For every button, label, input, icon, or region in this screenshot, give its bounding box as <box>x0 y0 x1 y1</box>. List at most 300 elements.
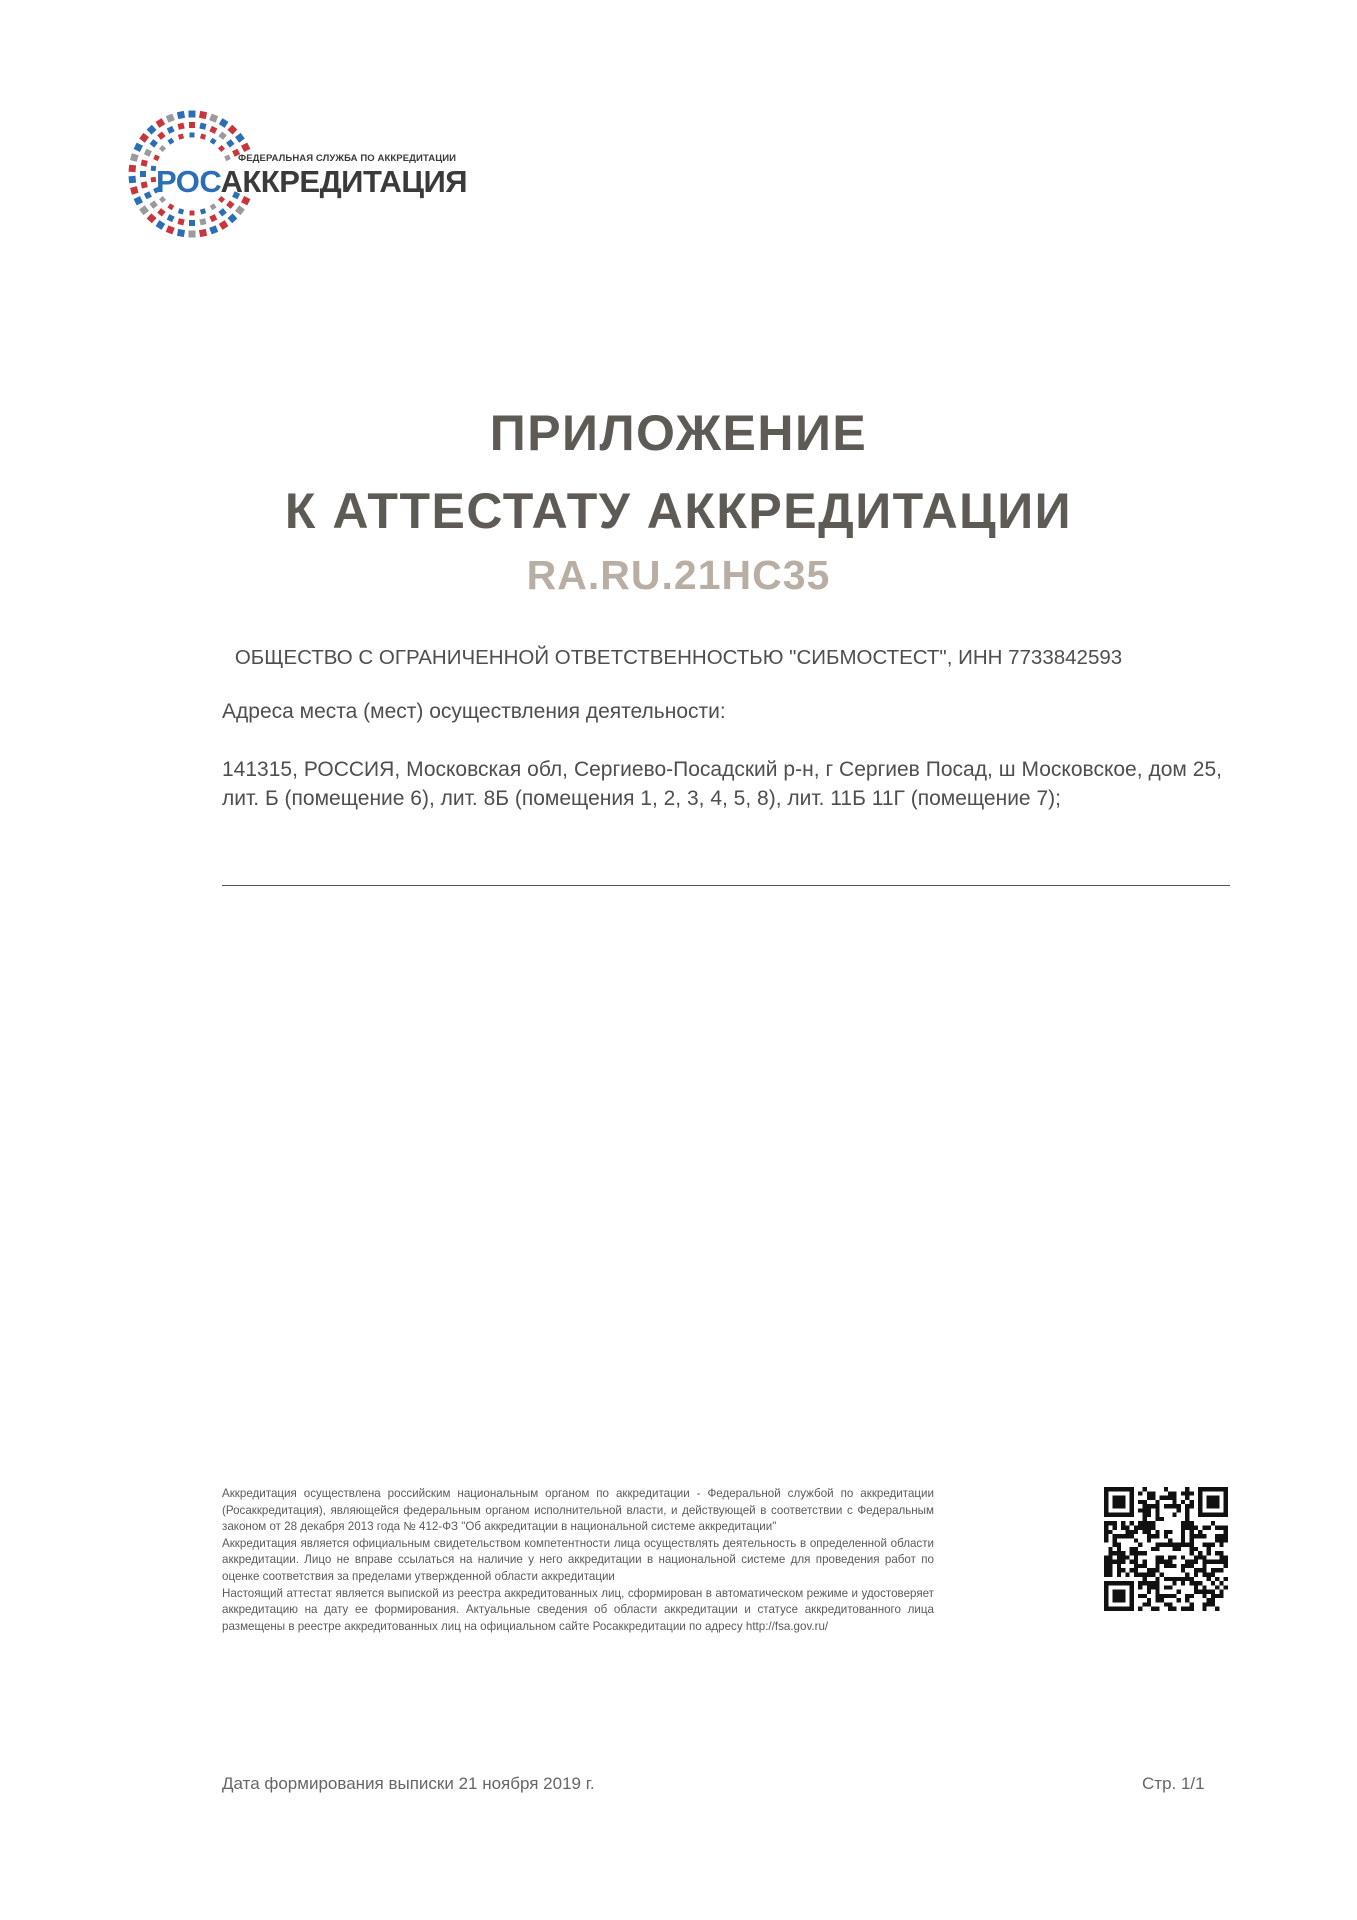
qr-module <box>1181 1500 1185 1504</box>
qr-module <box>1198 1551 1202 1555</box>
qr-module <box>1207 1525 1211 1529</box>
qr-module <box>1185 1525 1189 1529</box>
qr-module <box>1172 1607 1176 1611</box>
qr-module <box>1185 1521 1189 1525</box>
qr-module <box>1181 1534 1185 1538</box>
qr-module <box>1108 1564 1112 1568</box>
qr-module <box>1185 1491 1189 1495</box>
qr-module <box>1172 1564 1176 1568</box>
qr-module <box>1219 1590 1223 1594</box>
qr-module <box>1147 1534 1151 1538</box>
qr-module <box>1168 1530 1172 1534</box>
qr-module <box>1185 1508 1189 1512</box>
qr-module <box>1142 1577 1146 1581</box>
qr-module <box>1190 1594 1194 1598</box>
qr-module <box>1134 1525 1138 1529</box>
qr-module <box>1151 1547 1155 1551</box>
qr-module <box>1219 1534 1223 1538</box>
qr-module <box>1117 1555 1121 1559</box>
qr-module <box>1215 1534 1219 1538</box>
qr-module <box>1190 1543 1194 1547</box>
qr-module <box>1177 1508 1181 1512</box>
qr-module <box>1194 1573 1198 1577</box>
logo-ring-square <box>190 211 195 216</box>
qr-module <box>1155 1560 1159 1564</box>
qr-module <box>1151 1504 1155 1508</box>
qr-module <box>1113 1525 1117 1529</box>
qr-module <box>1215 1577 1219 1581</box>
qr-module <box>1147 1573 1151 1577</box>
qr-module <box>1155 1594 1159 1598</box>
qr-module <box>1151 1581 1155 1585</box>
qr-module <box>1185 1598 1189 1602</box>
qr-module <box>1202 1555 1206 1559</box>
qr-module <box>1198 1581 1202 1585</box>
qr-module <box>1181 1581 1185 1585</box>
qr-module <box>1172 1500 1176 1504</box>
qr-module <box>1104 1538 1108 1542</box>
qr-module <box>1185 1564 1189 1568</box>
qr-module <box>1190 1564 1194 1568</box>
qr-module <box>1142 1508 1146 1512</box>
qr-module <box>1104 1534 1108 1538</box>
logo-ring-square <box>147 125 157 135</box>
logo-ring-square <box>156 220 166 230</box>
qr-module <box>1117 1547 1121 1551</box>
address-label: Адреса места (мест) осуществления деятельности: <box>222 700 726 723</box>
logo-ring-square <box>128 165 136 173</box>
qr-module <box>1207 1602 1211 1606</box>
qr-code-icon[interactable] <box>1104 1487 1228 1611</box>
qr-module <box>1113 1590 1126 1603</box>
qr-module <box>1151 1521 1155 1525</box>
qr-module <box>1155 1500 1159 1504</box>
qr-module <box>1211 1581 1215 1585</box>
qr-module <box>1142 1525 1146 1529</box>
logo-ring-square <box>167 126 175 134</box>
qr-module <box>1151 1568 1155 1572</box>
qr-module <box>1185 1543 1189 1547</box>
qr-module <box>1130 1568 1134 1572</box>
qr-module <box>1168 1585 1172 1589</box>
rosaccreditation-logo <box>126 108 468 240</box>
certificate-number: RA.RU.21НС35 <box>526 552 831 598</box>
qr-module <box>1151 1491 1155 1495</box>
qr-module <box>1160 1573 1164 1577</box>
qr-module <box>1142 1513 1146 1517</box>
logo-ring-square <box>209 225 218 234</box>
qr-module <box>1104 1560 1108 1564</box>
logo-ring-square <box>178 218 185 225</box>
qr-module <box>1181 1607 1185 1611</box>
legal-paragraph-1: Аккредитация осуществлена российским национальным органом по аккредитации - Федеральной службой по аккредитации (Росаккредитация), являющейся федеральным органом исполнительной власти, и действующей в соответствии с Федеральным законом от 28 декабря 2013 года № 412-ФЗ "Об аккредитации в национальной системе аккредитации" <box>222 1487 934 1534</box>
qr-module <box>1155 1607 1159 1611</box>
qr-module <box>1181 1491 1185 1495</box>
qr-module <box>1138 1564 1142 1568</box>
qr-module <box>1121 1568 1125 1572</box>
qr-module <box>1202 1585 1206 1589</box>
qr-module <box>1181 1543 1185 1547</box>
qr-module <box>1181 1564 1185 1568</box>
qr-module <box>1142 1487 1146 1491</box>
qr-module <box>1168 1543 1172 1547</box>
qr-module <box>1147 1538 1151 1542</box>
qr-module <box>1215 1538 1219 1542</box>
qr-module <box>1138 1551 1142 1555</box>
qr-module <box>1181 1538 1185 1542</box>
qr-module <box>1207 1547 1211 1551</box>
qr-module <box>1202 1564 1206 1568</box>
qr-module <box>1168 1555 1172 1559</box>
qr-module <box>1190 1551 1194 1555</box>
qr-module <box>1185 1594 1189 1598</box>
document-title-line2: К АТТЕСТАТУ АККРЕДИТАЦИИ <box>284 483 1073 539</box>
qr-module <box>1185 1560 1189 1564</box>
qr-module <box>1121 1525 1125 1529</box>
qr-module <box>1155 1585 1159 1589</box>
logo-ring-square <box>218 208 226 216</box>
qr-module <box>1194 1590 1198 1594</box>
qr-module <box>1142 1504 1146 1508</box>
qr-module <box>1160 1543 1164 1547</box>
logo-ring-square <box>199 123 206 130</box>
logo-ring-square <box>219 118 229 128</box>
qr-module <box>1147 1590 1151 1594</box>
qr-module <box>1172 1496 1176 1500</box>
qr-module <box>1211 1568 1215 1572</box>
qr-module <box>1155 1590 1159 1594</box>
logo-ring-square <box>167 203 174 210</box>
qr-module <box>1172 1513 1176 1517</box>
qr-module <box>1164 1564 1168 1568</box>
logo-ring-square <box>227 125 237 135</box>
qr-module <box>1164 1543 1168 1547</box>
logo-ring-square <box>224 154 231 161</box>
qr-module <box>1207 1496 1220 1509</box>
qr-module <box>1147 1504 1151 1508</box>
logo-ring-square <box>226 139 234 147</box>
qr-module <box>1121 1551 1125 1555</box>
logo-ring-square <box>189 111 196 118</box>
logo-ring-square <box>140 171 146 177</box>
qr-module <box>1185 1513 1189 1517</box>
qr-module <box>1160 1555 1164 1559</box>
qr-module <box>1190 1560 1194 1564</box>
qr-module <box>1181 1530 1185 1534</box>
legal-paragraph-2: Аккредитация является официальным свидетельством компетентности лица осуществлять деятельность в определенной области аккредитации. Лицо не вправе ссылаться на наличие у него аккредитации в национальной системе для проведения работ по оценке соответствия за пределами утвержденной области аккредитации <box>222 1536 934 1583</box>
qr-module <box>1194 1555 1198 1559</box>
qr-module <box>1224 1564 1228 1568</box>
qr-module <box>1172 1577 1176 1581</box>
qr-module <box>1142 1573 1146 1577</box>
logo-ring-square <box>128 176 136 184</box>
qr-module <box>1134 1547 1138 1551</box>
logo-ring-square <box>166 114 175 123</box>
qr-module <box>1117 1573 1121 1577</box>
qr-module <box>1194 1585 1198 1589</box>
qr-module <box>1142 1564 1146 1568</box>
qr-module <box>1134 1538 1138 1542</box>
qr-module <box>1172 1594 1176 1598</box>
qr-module <box>1108 1547 1112 1551</box>
qr-module <box>1155 1568 1159 1572</box>
logo-ring-square <box>199 111 207 119</box>
qr-module <box>1108 1560 1112 1564</box>
qr-module <box>1108 1568 1112 1572</box>
page-number: Стр. 1/1 <box>1142 1774 1205 1793</box>
qr-module <box>1138 1491 1142 1495</box>
qr-module <box>1117 1560 1121 1564</box>
logo-ring-square <box>226 200 234 208</box>
qr-module <box>1160 1517 1164 1521</box>
qr-module <box>1215 1525 1219 1529</box>
qr-module <box>1134 1551 1138 1555</box>
qr-module <box>1147 1525 1151 1529</box>
qr-module <box>1125 1555 1129 1559</box>
qr-module <box>1121 1534 1125 1538</box>
logo-ring-square <box>227 213 237 223</box>
qr-module <box>1198 1555 1202 1559</box>
qr-module <box>1207 1577 1211 1581</box>
logo-ring-square <box>156 118 166 128</box>
qr-module <box>1142 1594 1146 1598</box>
qr-module <box>1190 1504 1194 1508</box>
qr-module <box>1130 1547 1134 1551</box>
logo-ring-square <box>134 143 143 152</box>
logo-ring-square <box>200 208 206 214</box>
qr-module <box>1142 1602 1146 1606</box>
logo-ring-square <box>178 133 184 139</box>
logo-ring-square <box>219 220 229 230</box>
qr-module <box>1160 1594 1164 1598</box>
qr-module <box>1215 1585 1219 1589</box>
qr-module <box>1172 1555 1176 1559</box>
qr-module <box>1185 1573 1189 1577</box>
qr-module <box>1194 1525 1198 1529</box>
qr-module <box>1211 1598 1215 1602</box>
logo-ring-square <box>189 220 195 226</box>
qr-module <box>1130 1534 1134 1538</box>
qr-module <box>1168 1560 1172 1564</box>
qr-module <box>1224 1560 1228 1564</box>
logo-ring-square <box>199 218 206 225</box>
logo-ring-square <box>200 133 206 139</box>
qr-module <box>1138 1521 1142 1525</box>
qr-module <box>1168 1538 1172 1542</box>
qr-module <box>1108 1555 1112 1559</box>
qr-module <box>1224 1585 1228 1589</box>
qr-module <box>1181 1555 1185 1559</box>
logo-ring-square <box>157 131 165 139</box>
qr-module <box>1125 1534 1129 1538</box>
qr-module <box>1190 1607 1194 1611</box>
address-text: 141315, РОССИЯ, Московская обл, Сергиево-Посадский р-н, г Сергиев Посад, ш Московское, дом 25, лит. Б (помещение 6), лит. 8Б (помещения 1, 2, 3, 4, 5, 8), лит. 11Б 11Г (помещение 7); <box>222 758 1222 810</box>
qr-module <box>1104 1530 1108 1534</box>
qr-module <box>1215 1568 1219 1572</box>
logo-brand-rest: АККРЕДИТАЦИЯ <box>220 164 468 199</box>
qr-module <box>1168 1496 1172 1500</box>
qr-module <box>1164 1560 1168 1564</box>
qr-module <box>1198 1534 1202 1538</box>
logo-ring-square <box>209 126 217 134</box>
qr-module <box>1130 1551 1134 1555</box>
qr-module <box>1125 1525 1129 1529</box>
legal-notice <box>222 1486 934 1635</box>
qr-module <box>1147 1521 1151 1525</box>
qr-module <box>1138 1594 1142 1598</box>
qr-module <box>1164 1530 1168 1534</box>
qr-module <box>1134 1564 1138 1568</box>
qr-module <box>1160 1496 1164 1500</box>
qr-module <box>1155 1513 1159 1517</box>
qr-module <box>1194 1534 1198 1538</box>
qr-module <box>1155 1543 1159 1547</box>
qr-module <box>1224 1555 1228 1559</box>
qr-module <box>1138 1585 1142 1589</box>
qr-module <box>1168 1564 1172 1568</box>
logo-brand-name <box>156 164 467 200</box>
qr-module <box>1202 1594 1206 1598</box>
logo-ring-square <box>157 208 165 216</box>
qr-module <box>1181 1577 1185 1581</box>
qr-module <box>1224 1525 1228 1529</box>
logo-ring-square <box>167 214 175 222</box>
qr-module <box>1224 1534 1228 1538</box>
logo-ring-square <box>210 138 217 145</box>
logo-ring-square <box>189 231 196 238</box>
qr-module <box>1194 1560 1198 1564</box>
qr-module <box>1155 1564 1159 1568</box>
qr-module <box>1181 1568 1185 1572</box>
qr-module <box>1104 1521 1108 1525</box>
qr-module <box>1155 1530 1159 1534</box>
qr-module <box>1113 1560 1117 1564</box>
qr-module <box>1164 1496 1168 1500</box>
qr-module <box>1181 1521 1185 1525</box>
qr-module <box>1134 1555 1138 1559</box>
qr-module <box>1207 1590 1211 1594</box>
qr-module <box>1190 1491 1194 1495</box>
qr-module <box>1142 1581 1146 1585</box>
logo-ring-square <box>210 203 217 210</box>
qr-module <box>1113 1521 1117 1525</box>
qr-module <box>1219 1538 1223 1542</box>
qr-module <box>1190 1577 1194 1581</box>
qr-module <box>1190 1581 1194 1585</box>
logo-ring-square <box>178 123 185 130</box>
qr-module <box>1113 1538 1117 1542</box>
qr-module <box>1147 1568 1151 1572</box>
logo-ring-square <box>235 205 245 215</box>
qr-module <box>1185 1577 1189 1581</box>
qr-module <box>1202 1568 1206 1572</box>
qr-module <box>1185 1517 1189 1521</box>
organization-name: ОБЩЕСТВО С ОГРАНИЧЕННОЙ ОТВЕТСТВЕННОСТЬЮ "СИБМОСТЕСТ", ИНН 7733842593 <box>234 646 1123 669</box>
qr-module <box>1138 1581 1142 1585</box>
qr-module <box>1138 1500 1142 1504</box>
qr-module <box>1177 1547 1181 1551</box>
qr-module <box>1108 1521 1112 1525</box>
qr-module <box>1211 1602 1215 1606</box>
qr-module <box>1215 1560 1219 1564</box>
divider <box>222 885 1230 886</box>
qr-module <box>1117 1564 1121 1568</box>
qr-module <box>1219 1560 1223 1564</box>
logo-ring-square <box>189 122 195 128</box>
logo-ring-square <box>144 149 152 157</box>
qr-module <box>1155 1517 1159 1521</box>
qr-module <box>1219 1551 1223 1555</box>
qr-module <box>1104 1573 1108 1577</box>
qr-module <box>1130 1521 1134 1525</box>
qr-module <box>1211 1521 1215 1525</box>
qr-module <box>1138 1508 1142 1512</box>
qr-module <box>1151 1525 1155 1529</box>
qr-module <box>1202 1525 1206 1529</box>
qr-module <box>1168 1607 1172 1611</box>
qr-module <box>1113 1551 1117 1555</box>
qr-module <box>1202 1543 1206 1547</box>
qr-module <box>1147 1585 1151 1589</box>
qr-module <box>1198 1568 1202 1572</box>
qr-module <box>1190 1525 1194 1529</box>
qr-module <box>1117 1543 1121 1547</box>
qr-module <box>1168 1577 1172 1581</box>
qr-module <box>1168 1594 1172 1598</box>
qr-module <box>1185 1496 1189 1500</box>
qr-module <box>1125 1530 1129 1534</box>
qr-module <box>1160 1560 1164 1564</box>
legal-paragraph-3: Настоящий аттестат является выпиской из реестра аккредитованных лиц, сформирован в автоматическом режиме и удостоверяет аккредитацию на дату ее формирования. Актуальные сведения об области аккредитации и статусе аккредитованного лица размещены в реестре аккредитованных лиц на официальном сайте Росаккредитации по адресу http://fsa.gov.ru/ <box>222 1586 934 1633</box>
qr-module <box>1207 1573 1211 1577</box>
footer-date: Дата формирования выписки 21 ноября 2019 г. <box>222 1774 595 1793</box>
qr-module <box>1147 1496 1151 1500</box>
qr-module <box>1142 1560 1146 1564</box>
qr-module <box>1155 1598 1159 1602</box>
logo-brand-prefix: РОС <box>156 164 221 199</box>
qr-module <box>1155 1534 1159 1538</box>
qr-module <box>1147 1513 1151 1517</box>
qr-module <box>1185 1487 1189 1491</box>
qr-module <box>1177 1590 1181 1594</box>
qr-module <box>1177 1577 1181 1581</box>
qr-module <box>1164 1577 1168 1581</box>
qr-module <box>1134 1560 1138 1564</box>
logo-ring-square <box>218 145 225 152</box>
qr-module <box>1147 1491 1151 1495</box>
qr-module <box>1138 1543 1142 1547</box>
qr-module <box>1151 1496 1155 1500</box>
logo-ring-square <box>139 205 149 215</box>
qr-module <box>1155 1581 1159 1585</box>
qr-module <box>1177 1598 1181 1602</box>
qr-module <box>1190 1602 1194 1606</box>
logo-ring-square <box>149 200 157 208</box>
qr-module <box>1142 1517 1146 1521</box>
qr-module <box>1104 1568 1108 1572</box>
qr-module <box>1155 1508 1159 1512</box>
qr-module <box>1198 1590 1202 1594</box>
qr-module <box>1219 1568 1223 1572</box>
qr-module <box>1211 1543 1215 1547</box>
qr-module <box>1185 1607 1189 1611</box>
logo-ring-square <box>139 133 149 143</box>
logo-ring-square <box>190 133 195 138</box>
qr-module <box>1190 1530 1194 1534</box>
qr-module <box>1113 1534 1117 1538</box>
qr-module <box>1224 1577 1228 1581</box>
qr-module <box>1155 1577 1159 1581</box>
